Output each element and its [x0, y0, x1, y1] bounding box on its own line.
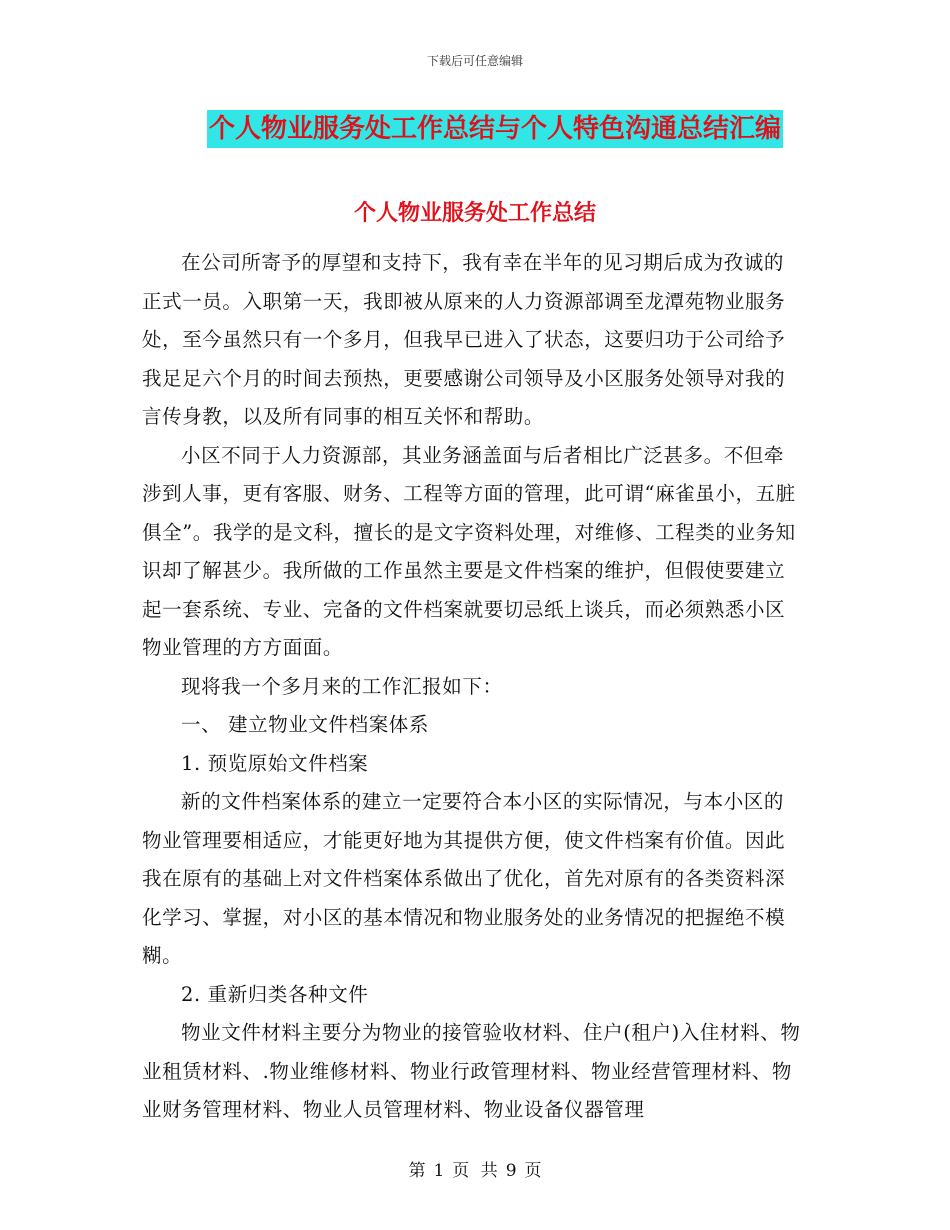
section-title: 个人物业服务处工作总结 [353, 200, 596, 226]
page-number: 1 [433, 1161, 445, 1181]
page-footer [0, 1156, 950, 1181]
body-paragraph: 新的文件档案体系的建立一定要符合本小区的实际情况，与本小区的物业管理要相适应，才能更好地为其提供方便，使文件档案有价值。因此我在原有的基础上对文件档案体系做出了优化，首先对原有的各类资料深化学习、掌握，对小区的基本情况和物业服务处的业务情况的把握绝不模糊。 [142, 790, 786, 967]
document-body [142, 244, 802, 1130]
total-pages: 9 [505, 1161, 517, 1181]
body-paragraph: 现将我一个多月来的工作汇报如下： [181, 674, 503, 698]
subsection-heading: 2. 重新归类各种文件 [181, 982, 369, 1006]
body-paragraph: 在公司所寄予的厚望和支持下，我有幸在半年的见习期后成为孜诚的正式一员。入职第一天，我即被从原来的人力资源部调至龙潭苑物业服务处，至今虽然只有一个多月，但我早已进入了状态，这要归功于公司给予我足足六个月的时间去预热，更要感谢公司领导及小区服务处领导对我的言传身教，以及所有同事的相互关怀和帮助。 [142, 251, 786, 428]
section-heading: 一、 建立物业文件档案体系 [181, 713, 429, 736]
document-title: 个人物业服务处工作总结与个人特色沟通总结汇编 [207, 110, 783, 148]
page-label-prefix: 第 [408, 1161, 426, 1181]
body-paragraph: 小区不同于人力资源部，其业务涵盖面与后者相比广泛甚多。不但牵涉到人事，更有客服、财务、工程等方面的管理，此可谓“麻雀虽小，五脏俱全”。我学的是文科，擅长的是文字资料处理，对维修、工程类的业务知识却了解甚少。我所做的工作虽然主要是文件档案的维护，但假使要建立起一套系统、专业、完备的文件档案就要切忌纸上谈兵，而必须熟悉小区物业管理的方方面面。 [142, 443, 796, 659]
document-title-container [0, 110, 950, 148]
body-paragraph: 物业文件材料主要分为物业的接管验收材料、住户(租户)入住材料、物业租赁材料、.物业维修材料、物业行政管理材料、物业经营管理材料、物业财务管理材料、物业人员管理材料、物业设备仪器管理 [142, 1021, 801, 1121]
header-note: 下载后可任意编辑 [426, 54, 523, 68]
page-label-mid: 页 共 [452, 1161, 498, 1181]
subsection-heading: 1. 预览原始文件档案 [181, 751, 369, 775]
page-label-suffix: 页 [524, 1161, 542, 1181]
